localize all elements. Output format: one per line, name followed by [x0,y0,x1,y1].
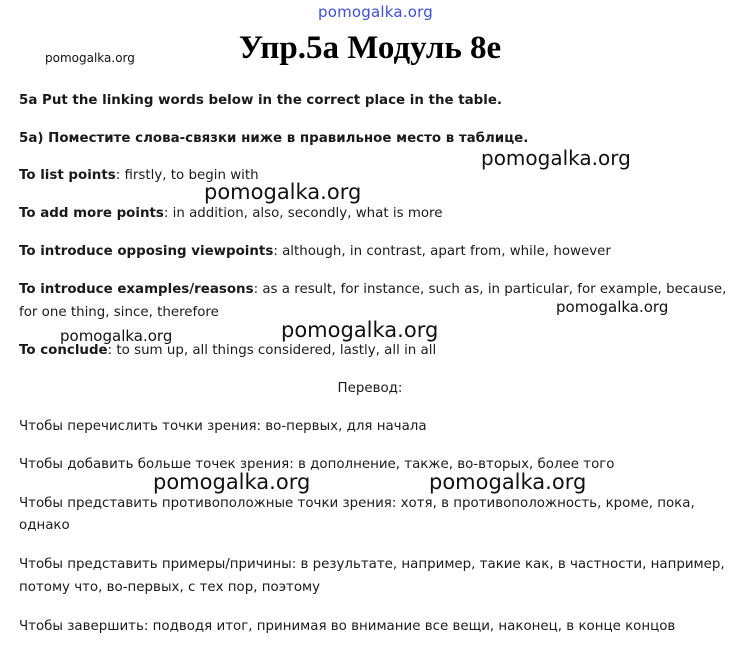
watermark: pomogalka.org [281,318,439,342]
translation-line: Чтобы добавить больше точек зрения: в дополнение, также, во-вторых, более того [19,457,615,472]
watermark: pomogalka.org [481,146,631,170]
translation-line: Чтобы перечислить точки зрения: во-первых, для начала [19,419,427,434]
translation-line: Чтобы завершить: подводя итог, принимая во внимание все вещи, наконец, в конце концов [19,619,676,634]
watermark-top: pomogalka.org [318,3,433,21]
item-examples-cont: for one thing, since, therefore [19,305,219,320]
item-conclude [19,343,436,358]
watermark: pomogalka.org [153,470,311,494]
watermark: pomogalka.org [60,327,173,345]
task-english: 5a Put the linking words below in the correct place in the table. [19,93,502,108]
item-label: To conclude [19,343,108,358]
task-russian: 5a) Поместите слова-связки ниже в правильное место в таблице. [19,131,529,146]
page-title: Упр.5а Модуль 8е [238,30,502,66]
item-text: : although, in contrast, apart from, while, however [273,244,611,259]
item-add-points [19,206,443,221]
item-label: To introduce examples/reasons [19,282,254,297]
translation-line: потому что, во-первых, с тех пор, поэтому [19,580,321,595]
item-label: To list points [19,168,116,183]
translation-line: Чтобы представить противоположные точки зрения: хотя, в противоположность, кроме, пока, [19,496,695,511]
item-examples [19,282,726,297]
translation-line: Чтобы представить примеры/причины: в результате, например, такие как, в частности, например, [19,557,725,572]
item-label: To add more points [19,206,164,221]
watermark: pomogalka.org [45,51,135,65]
item-label: To introduce opposing viewpoints [19,244,274,259]
item-text: : firstly, to begin with [115,168,259,183]
watermark: pomogalka.org [204,180,362,204]
item-opposing [19,244,611,259]
watermark: pomogalka.org [429,470,587,494]
item-text: : in addition, also, secondly, what is more [163,206,443,221]
item-text: : to sum up, all things considered, lastly, all in all [107,343,437,358]
translation-line: однако [19,518,70,533]
translation-heading: Перевод: [337,381,403,396]
watermark: pomogalka.org [556,298,669,316]
item-text: : as a result, for instance, such as, in particular, for example, because, [253,282,727,297]
